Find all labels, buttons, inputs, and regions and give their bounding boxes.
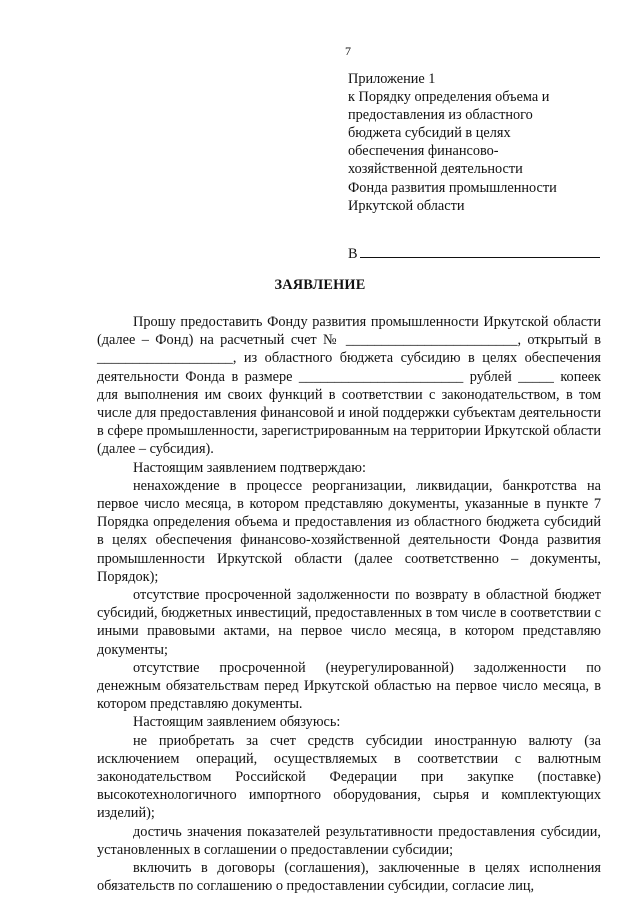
body-paragraph: включить в договоры (соглашения), заключенные в целях исполнения обязательств по соглашению о предоставлении субсидии, согласие лиц,	[97, 860, 601, 895]
appendix-block	[348, 70, 618, 215]
body-paragraph: Прошу предоставить Фонду развития промышленности Иркутской области (далее – Фонд) на расчетный счет № ________________________, открытый в ___________________, из областного бюджета субсидию в целях обеспечения деятельности Фонда в размере _______________________ рублей _____ копеек для выполнения им своих функций в соответствии с законодательством, в том числе для предоставления финансовой и иной поддержки субъектам деятельности в сфере промышленности, зарегистрированным на территории Иркутской области (далее – субсидия).	[97, 314, 601, 458]
body-paragraph: ненахождение в процессе реорганизации, ликвидации, банкротства на первое число месяца, в котором представляю документы, указанные в пункте 7 Порядка определения объема и предоставления из областного бюджета субсидий в целях обеспечения финансово-хозяйственной деятельности Фонда развития промышленности Иркутской области (далее соответственно – документы, Порядок);	[97, 477, 601, 585]
appendix-line: Приложение 1	[348, 71, 436, 87]
body-paragraph: отсутствие просроченной задолженности по возврату в областной бюджет субсидий, бюджетных инвестиций, предоставленных в том числе в соответствии с иными правовыми актами, на первое число месяца, в котором представляю документы;	[97, 587, 601, 658]
document-body	[97, 313, 601, 896]
appendix-line: Фонда развития промышленности	[348, 179, 557, 196]
body-paragraph: отсутствие просроченной (неурегулированной) задолженности по денежным обязательствам перед Иркутской областью на первое число месяца, в котором представляю документы.	[97, 659, 601, 713]
appendix-line: бюджета субсидий в целях	[348, 125, 511, 142]
body-paragraph: достичь значения показателей результативности предоставления субсидии, установленных в соглашении о предоставлении субсидии;	[97, 823, 601, 858]
appendix-line: предоставления из областного	[348, 107, 533, 124]
page-number: 7	[345, 44, 351, 58]
addressee-line	[348, 245, 600, 263]
document-title: ЗАЯВЛЕНИЕ	[274, 277, 366, 293]
appendix-line: к Порядку определения объема и	[348, 89, 550, 106]
body-paragraph: не приобретать за счет средств субсидии иностранную валюту (за исключением операций, осуществляемых в соответствии с валютным законодательством Российской Федерации при закупке (поставке) высокотехнологичного импортного оборудования, сырья и комплектующих изделий);	[97, 732, 601, 822]
appendix-line: обеспечения финансово-	[348, 143, 499, 160]
body-paragraph: Настоящим заявлением подтверждаю:	[133, 459, 366, 476]
addressee-blank-field	[360, 245, 600, 258]
addressee-prefix: В	[348, 246, 358, 262]
appendix-line: хозяйственной деятельности	[348, 161, 523, 178]
body-paragraph: Настоящим заявлением обязуюсь:	[133, 714, 341, 731]
appendix-line: Иркутской области	[348, 197, 465, 214]
